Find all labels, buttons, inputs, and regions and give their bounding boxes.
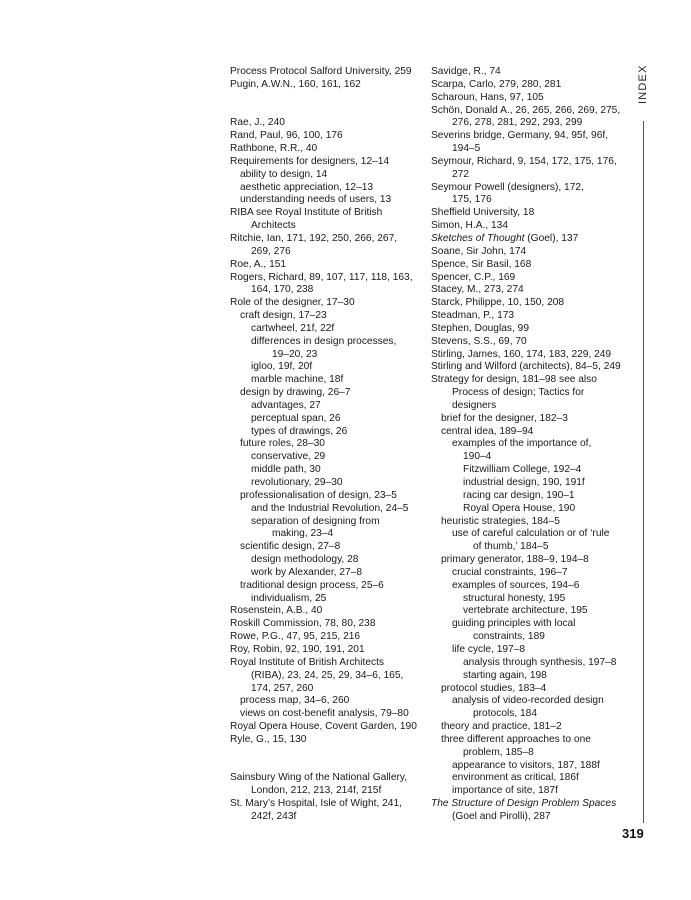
index-entry: Stevens, S.S., 69, 70 (431, 335, 527, 347)
index-entry: Royal Opera House, 190 (463, 502, 576, 514)
index-entry: design methodology, 28 (251, 554, 359, 566)
index-entry: theory and practice, 181–2 (441, 721, 562, 733)
index-entry: Sainsbury Wing of the National Gallery, (230, 772, 408, 784)
index-entry: Rowe, P.G., 47, 95, 215, 216 (230, 631, 361, 643)
running-head: INDEX (637, 64, 649, 104)
index-entry: Sheffield University, 18 (431, 207, 535, 219)
index-entry: Spencer, C.P., 169 (431, 271, 516, 283)
index-entry: understanding needs of users, 13 (240, 194, 392, 206)
index-entry: designers (452, 399, 497, 411)
index-entry: constraints, 189 (473, 631, 545, 643)
index-entry: crucial constraints, 196–7 (452, 566, 568, 578)
index-entry: types of drawings, 26 (251, 425, 348, 437)
index-entry: Roe, A., 151 (230, 258, 287, 270)
index-entry: examples of sources, 194–6 (452, 579, 580, 591)
index-entry: protocols, 184 (473, 708, 537, 720)
index-entry: 272 (452, 168, 469, 180)
index-entry: craft design, 17–23 (240, 310, 327, 322)
index-entry: 276, 278, 281, 292, 293, 299 (452, 117, 583, 129)
index-entry: separation of designing from (251, 515, 380, 527)
index-entry: making, 23–4 (272, 528, 334, 540)
index-entry: protocol studies, 183–4 (441, 682, 547, 694)
index-entry: Rathbone, R.R., 40 (230, 143, 318, 155)
index-entry: Requirements for designers, 12–14 (230, 155, 390, 167)
index-entry: 190–4 (463, 451, 492, 463)
index-entry: Architects (251, 220, 296, 232)
index-entry: guiding principles with local (452, 618, 576, 630)
index-entry: use of careful calculation or of ‘rule (452, 528, 610, 540)
index-entry: three different approaches to one (441, 733, 591, 745)
index-entry: and the Industrial Revolution, 24–5 (251, 502, 409, 514)
index-entry: perceptual span, 26 (251, 412, 341, 424)
index-entry: advantages, 27 (251, 399, 321, 411)
index-entry: analysis through synthesis, 197–8 (463, 656, 617, 668)
index-entry: Ryle, G., 15, 130 (230, 733, 307, 745)
index-entry: brief for the designer, 182–3 (441, 412, 568, 424)
index-entry: Ritchie, Ian, 171, 192, 250, 266, 267, (230, 232, 398, 244)
index-entry: appearance to visitors, 187, 188f (452, 759, 600, 771)
index-entry: importance of site, 187f (452, 785, 558, 797)
index-entry: structural honesty, 195 (463, 592, 566, 604)
index-entry: Fitzwilliam College, 192–4 (463, 464, 582, 476)
index-entry: (Goel and Pirolli), 287 (452, 810, 551, 822)
index-entry: Savidge, R., 74 (431, 66, 501, 77)
index-entry: 242f, 243f (251, 810, 297, 822)
page-number: 319 (622, 826, 644, 841)
index-column-right (431, 66, 631, 824)
index-entry: Roy, Robin, 92, 190, 191, 201 (230, 643, 365, 655)
index-entry: 174, 257, 260 (251, 682, 314, 694)
index-entry: of thumb,’ 184–5 (473, 541, 549, 553)
index-entry: Soane, Sir John, 174 (431, 245, 527, 257)
index-entry: views on cost-benefit analysis, 79–80 (240, 708, 409, 720)
index-entry: RIBA see Royal Institute of British (230, 207, 383, 219)
index-entry: primary generator, 188–9, 194–8 (441, 554, 589, 566)
index-entry: Royal Opera House, Covent Garden, 190 (230, 721, 417, 733)
index-entry: central idea, 189–94 (441, 425, 534, 437)
index-entry: aesthetic appreciation, 12–13 (240, 181, 374, 193)
index-entry: Strategy for design, 181–98 see also (431, 374, 597, 386)
index-entry: 175, 176 (452, 194, 492, 206)
index-entry: revolutionary, 29–30 (251, 477, 343, 488)
index-entry: cartwheel, 21f, 22f (251, 322, 335, 334)
index-entry: racing car design, 190–1 (463, 489, 575, 501)
index-entry: scientific design, 27–8 (240, 541, 341, 553)
index-entry: process map, 34–6, 260 (240, 695, 350, 707)
index-entry: igloo, 19f, 20f (251, 361, 313, 373)
index-entry: Scharoun, Hans, 97, 105 (431, 91, 544, 103)
index-entry: Royal Institute of British Architects (230, 656, 385, 668)
index-entry: London, 212, 213, 214f, 215f (251, 785, 382, 797)
index-entry: The Structure of Design Problem Spaces (431, 798, 617, 810)
index-gap (230, 747, 420, 760)
index-entry: Seymour, Richard, 9, 154, 172, 175, 176, (431, 155, 617, 167)
index-gap (230, 105, 420, 118)
index-entry: St. Mary’s Hospital, Isle of Wight, 241, (230, 798, 402, 810)
index-entry: traditional design process, 25–6 (240, 579, 384, 591)
index-entry: middle path, 30 (251, 464, 321, 476)
index-entry: heuristic strategies, 184–5 (441, 515, 560, 527)
index-entry: ability to design, 14 (240, 168, 328, 180)
index-entry: Stacey, M., 273, 274 (431, 284, 524, 296)
index-gap (230, 92, 420, 105)
index-entry: starting again, 198 (463, 669, 547, 681)
index-entry: future roles, 28–30 (240, 438, 325, 450)
index-entry: environment as critical, 186f (452, 772, 579, 784)
index-entry: industrial design, 190, 191f (463, 477, 585, 488)
index-entry: Role of the designer, 17–30 (230, 297, 355, 309)
index-entry: Rosenstein, A.B., 40 (230, 605, 323, 617)
index-entry: Rae, J., 240 (230, 117, 285, 129)
index-entry: Spence, Sir Basil, 168 (431, 258, 532, 270)
index-entry: Severins bridge, Germany, 94, 95f, 96f, (431, 130, 609, 142)
index-entry: Rogers, Richard, 89, 107, 117, 118, 163, (230, 271, 413, 283)
index-entry: Seymour Powell (designers), 172, (431, 181, 584, 193)
index-entry: 19–20, 23 (272, 348, 318, 360)
index-entry: Schön, Donald A., 26, 265, 266, 269, 275, (431, 104, 621, 116)
index-entry: Process Protocol Salford University, 259 (230, 66, 412, 77)
index-column-left (230, 66, 420, 824)
index-entry: Starck, Philippe, 10, 150, 208 (431, 297, 565, 309)
index-entry: Stirling, James, 160, 174, 183, 229, 249 (431, 348, 612, 360)
index-entry: vertebrate architecture, 195 (463, 605, 588, 617)
index-entry: examples of the importance of, (452, 438, 592, 450)
index-entry: Roskill Commission, 78, 80, 238 (230, 618, 376, 630)
index-entry: individualism, 25 (251, 592, 327, 604)
index-entry: (RIBA), 23, 24, 25, 29, 34–6, 165, (251, 669, 404, 681)
index-entry: Rand, Paul, 96, 100, 176 (230, 130, 343, 142)
index-entry: work by Alexander, 27–8 (251, 566, 363, 578)
index-entry: marble machine, 18f (251, 374, 344, 386)
index-entry: professionalisation of design, 23–5 (240, 489, 397, 501)
index-entry: differences in design processes, (251, 335, 397, 347)
index-entry: analysis of video-recorded design (452, 695, 604, 707)
vertical-rule (643, 121, 644, 823)
index-entry: Simon, H.A., 134 (431, 220, 509, 232)
index-entry: Sketches of Thought (Goel), 137 (431, 232, 579, 244)
index-entry: Stirling and Wilford (architects), 84–5, 249 (431, 361, 621, 373)
index-entry: Steadman, P., 173 (431, 310, 515, 322)
index-entry: 164, 170, 238 (251, 284, 314, 296)
index-gap (230, 760, 420, 773)
index-entry: Pugin, A.W.N., 160, 161, 162 (230, 78, 361, 90)
index-entry: design by drawing, 26–7 (240, 387, 351, 399)
index-entry: Stephen, Douglas, 99 (431, 322, 529, 334)
index-entry: 269, 276 (251, 245, 291, 257)
index-entry: Scarpa, Carlo, 279, 280, 281 (431, 78, 562, 90)
index-entry: life cycle, 197–8 (452, 643, 526, 655)
index-entry: Process of design; Tactics for (452, 387, 585, 399)
index-entry: problem, 185–8 (463, 746, 534, 758)
index-entry: conservative, 29 (251, 451, 326, 463)
index-entry: 194–5 (452, 143, 481, 155)
